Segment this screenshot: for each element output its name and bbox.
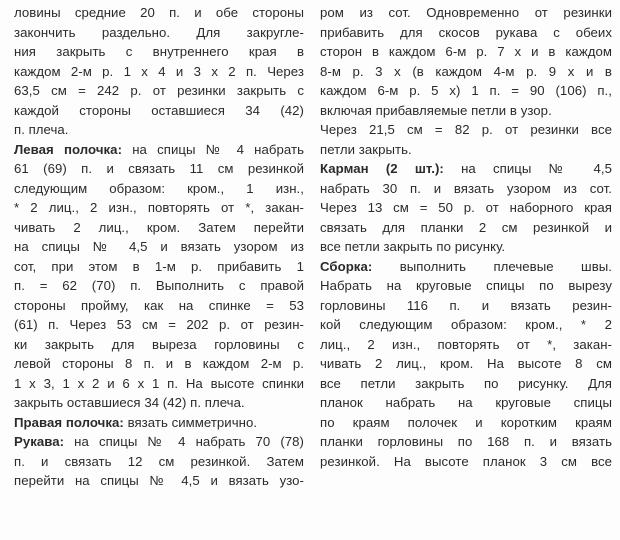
text-line (14, 296, 304, 316)
text-line (14, 81, 304, 101)
text-line (14, 120, 304, 140)
text-line (320, 374, 612, 394)
text-line (14, 374, 304, 394)
text-line (320, 354, 612, 374)
line-text: ки закрыть для выреза горловины с (14, 336, 304, 352)
line-text: все петли закрыть по рисунку. (320, 239, 506, 254)
text-line (14, 315, 304, 335)
line-text: на спицы № 4,5 (443, 161, 612, 176)
line-text: 8-м р. 3 х (в каждом 4-м р. 9 х и в (320, 63, 612, 79)
section-heading: Левая полочка: (14, 141, 123, 157)
line-text: п. плеча. (14, 122, 69, 137)
text-line (14, 140, 304, 160)
text-line (14, 198, 304, 218)
text-line (14, 452, 304, 472)
text-line (320, 3, 612, 23)
text-line (320, 179, 612, 199)
line-text: левой стороны 8 п. и в каждом 2-м р. (14, 356, 304, 371)
text-line (320, 101, 612, 121)
text-line (14, 23, 304, 43)
line-text: планки горловины по 168 п. и вязать (320, 434, 612, 449)
text-line (320, 23, 612, 43)
text-line (14, 42, 304, 62)
line-text: Через 13 см = 50 р. от наборного края (320, 200, 612, 215)
line-text: 61 (69) п. и связать 11 см резинкой (14, 161, 304, 176)
line-text: горловины 116 п. и вязать резин- (320, 297, 612, 313)
text-line (14, 257, 304, 277)
text-line (320, 120, 612, 140)
text-line (14, 413, 304, 433)
text-line (320, 452, 612, 472)
line-text: набрать 30 п. и вязать узором из сот. (320, 180, 612, 196)
line-text: чивать 2 лиц., кром. Затем перейти (14, 219, 304, 235)
line-text: закончить раздельно. Для закругле- (14, 24, 304, 40)
line-text: вязать симметрично. (123, 414, 258, 430)
text-line (320, 432, 612, 452)
line-text: * 2 лиц., 2 изн., повторять от *, закан- (14, 200, 304, 215)
line-text: (61) п. Через 53 см = 202 р. от резин- (14, 317, 304, 332)
text-line (320, 393, 612, 413)
section-heading: Правая полочка: (14, 414, 124, 430)
text-line (320, 140, 612, 160)
text-line (14, 159, 304, 179)
line-text: включая прибавляемые петли в узор. (320, 102, 552, 118)
line-text: на спицы № 4 набрать 70 (78) (64, 434, 304, 449)
text-line (320, 257, 612, 277)
line-text: каждом 6-м р. 5 х) 1 п. = 90 (106) п., (320, 83, 612, 98)
text-line (14, 3, 304, 23)
line-text: на спицы № 4 набрать (122, 141, 304, 157)
line-text: лиц., 2 изн., повторять от *, закан- (320, 336, 612, 352)
line-text: ром из сот. Одновременно от резинки (320, 5, 612, 20)
text-line (320, 276, 612, 296)
line-text: ния закрыть с внутреннего края в (14, 44, 304, 59)
text-line (320, 237, 612, 257)
text-line (320, 413, 612, 433)
line-text: чивать 2 лиц., кром. На высоте 8 см (320, 356, 612, 371)
text-line (14, 354, 304, 374)
text-line (320, 315, 612, 335)
line-text: 1 х 3, 1 х 2 и 6 х 1 п. На высоте спинки (14, 375, 304, 391)
line-text: закрыть оставшиеся 34 (42) п. плеча. (14, 395, 245, 410)
line-text: п. и связать 12 см резинкой. Затем (14, 453, 304, 469)
right-text-column (320, 3, 612, 471)
text-line (14, 101, 304, 121)
line-text: выполнить плечевые швы. (372, 258, 612, 274)
section-heading: Сборка: (320, 258, 373, 274)
line-text: прибавить для скосов рукава с обеих (320, 24, 612, 40)
line-text: следующим образом: кром., 1 изн., (14, 180, 304, 196)
line-text: каждой стороны оставшиеся 34 (42) (14, 102, 304, 118)
text-line (14, 335, 304, 355)
text-line (14, 471, 304, 491)
line-text: стороны пройму, как на спинке = 53 (14, 297, 304, 313)
text-line (320, 296, 612, 316)
text-line (320, 42, 612, 62)
text-line (14, 179, 304, 199)
section-heading: Карман (2 шт.): (320, 161, 444, 176)
line-text: на спицы № 4,5 и вязать узором из (14, 239, 304, 254)
text-line (14, 62, 304, 82)
line-text: связать для планки 2 см резинкой и (320, 219, 612, 235)
line-text: по краям полочек и коротким краям (320, 414, 612, 430)
left-text-column (14, 3, 304, 491)
line-text: п. = 62 (70) п. Выполнить с правой (14, 278, 304, 293)
text-line (14, 237, 304, 257)
text-line (14, 276, 304, 296)
text-line (320, 62, 612, 82)
line-text: сторон в каждом 6-м р. 7 х и в каждом (320, 44, 612, 59)
text-line (320, 81, 612, 101)
text-line (320, 159, 612, 179)
page-bottom-edge (0, 526, 620, 540)
line-text: перейти на спицы № 4,5 и вязать узо- (14, 473, 304, 488)
line-text: резинкой. На высоте планок 3 см все (320, 453, 612, 469)
text-line (320, 335, 612, 355)
line-text: Набрать на круговые спицы по вырезу (320, 278, 612, 293)
line-text: кой следующим образом: кром., * 2 (320, 317, 612, 332)
line-text: все петли закрыть по рисунку. Для (320, 375, 612, 391)
section-heading: Рукава: (14, 434, 65, 449)
line-text: ловины средние 20 п. и обе стороны (14, 5, 304, 20)
line-text: планок набрать на круговые спицы (320, 395, 612, 410)
text-line (14, 218, 304, 238)
line-text: каждом 2-м р. 1 х 4 и 3 х 2 п. Через (14, 63, 304, 79)
text-line (14, 432, 304, 452)
text-line (14, 393, 304, 413)
text-line (320, 198, 612, 218)
line-text: сот, при этом в 1-м р. прибавить 1 (14, 258, 304, 274)
line-text: Через 21,5 см = 82 р. от резинки все (320, 122, 612, 137)
text-line (320, 218, 612, 238)
line-text: петли закрыть. (320, 141, 412, 157)
line-text: 63,5 см = 242 р. от резинки закрыть с (14, 83, 304, 98)
